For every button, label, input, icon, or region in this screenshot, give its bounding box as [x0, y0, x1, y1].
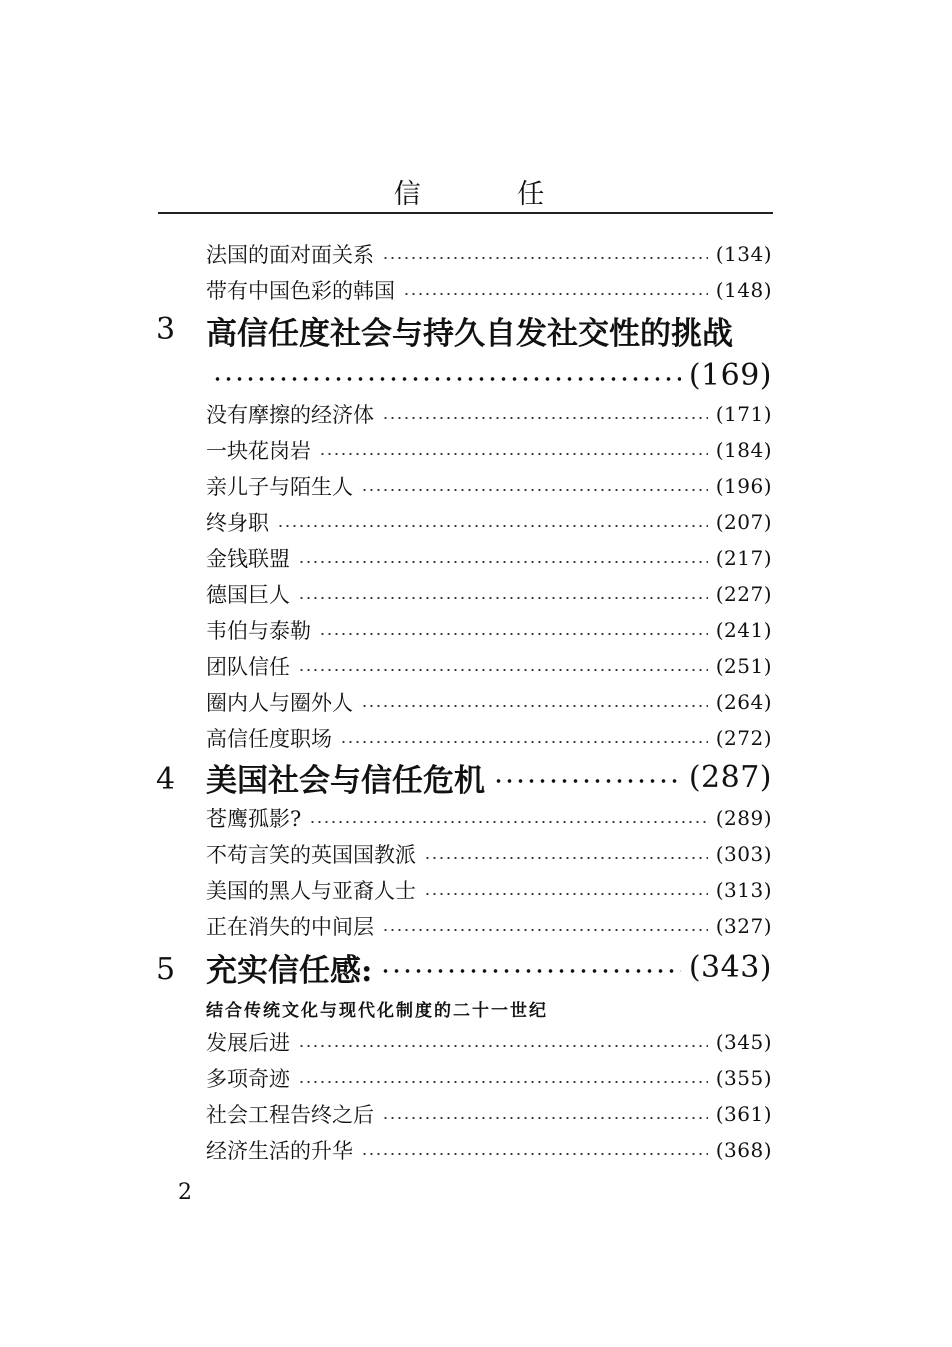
toc-entry-page: (361)	[715, 1102, 772, 1126]
toc-entry[interactable]	[206, 684, 772, 720]
toc-entry[interactable]	[206, 800, 772, 836]
dot-leader	[361, 488, 708, 492]
toc-entry-title: 金钱联盟	[206, 547, 290, 571]
toc-entry-title: 苍鹰孤影?	[206, 807, 302, 831]
toc-entry-title: 美国的黑人与亚裔人士	[206, 879, 416, 903]
toc-entry[interactable]	[206, 236, 772, 272]
chapter-heading[interactable]	[206, 754, 772, 800]
toc-entry[interactable]	[206, 504, 772, 540]
toc-entry-title: 韦伯与泰勒	[206, 619, 311, 643]
toc-entry-title: 没有摩擦的经济体	[206, 403, 374, 427]
toc-entry-page: (289)	[715, 806, 772, 830]
toc-entry-title: 亲儿子与陌生人	[206, 475, 353, 499]
chapter-title: 美国社会与信任危机	[206, 762, 485, 799]
chapter-number: 3	[156, 312, 176, 347]
toc-entry-title: 发展后进	[206, 1031, 290, 1055]
chapter-title: 充实信任感:	[206, 952, 373, 989]
chapter-heading[interactable]	[206, 944, 772, 990]
toc-entry[interactable]	[206, 432, 772, 468]
chapter-page: (287)	[688, 759, 772, 795]
dot-leader	[212, 376, 681, 382]
dot-leader	[298, 596, 708, 600]
dot-leader	[382, 928, 708, 932]
toc-entry-page: (241)	[715, 618, 772, 642]
dot-leader	[380, 968, 680, 974]
chapter-title[interactable]: 高信任度社会与持久自发社交性的挑战	[206, 316, 733, 352]
toc-entry-title: 高信任度职场	[206, 727, 332, 751]
dot-leader	[361, 1152, 708, 1156]
toc-entry-page: (313)	[715, 878, 772, 902]
dot-leader	[424, 856, 708, 860]
toc-entry-title: 正在消失的中间层	[206, 915, 374, 939]
chapter-page: (169)	[688, 357, 772, 393]
chapter-subtitle-text: 结合传统文化与现代化制度的二十一世纪	[206, 1000, 548, 1021]
toc-entry[interactable]	[206, 872, 772, 908]
dot-leader	[298, 1080, 708, 1084]
toc-entry-page: (272)	[715, 726, 772, 750]
toc-entry-title: 一块花岗岩	[206, 439, 311, 463]
toc-entry-page: (303)	[715, 842, 772, 866]
toc-entry[interactable]	[206, 612, 772, 648]
dot-leader	[298, 560, 708, 564]
dot-leader	[361, 704, 708, 708]
toc-entry[interactable]	[206, 836, 772, 872]
toc-entry-page: (345)	[715, 1030, 772, 1054]
toc-entry[interactable]	[206, 1132, 772, 1168]
dot-leader	[298, 1044, 708, 1048]
toc-entry-page: (327)	[715, 914, 772, 938]
chapter-page-line[interactable]	[206, 352, 772, 398]
toc-entry-page: (227)	[715, 582, 772, 606]
toc-entry-title: 法国的面对面关系	[206, 243, 374, 267]
page-number: 2	[178, 1180, 192, 1205]
dot-leader	[277, 524, 708, 528]
toc-entry-page: (196)	[715, 474, 772, 498]
toc-entry-page: (134)	[715, 242, 772, 266]
toc-entry-page: (184)	[715, 438, 772, 462]
dot-leader	[298, 668, 708, 672]
dot-leader	[340, 740, 708, 744]
chapter-number: 4	[156, 762, 176, 797]
dot-leader	[424, 892, 708, 896]
dot-leader	[382, 416, 708, 420]
toc-entry-title: 团队信任	[206, 655, 290, 679]
toc-entry-page: (251)	[715, 654, 772, 678]
toc-entry-title: 终身职	[206, 511, 269, 535]
dot-leader	[382, 256, 708, 260]
chapter-page: (343)	[688, 949, 772, 985]
toc-entry[interactable]	[206, 576, 772, 612]
toc-entry-page: (171)	[715, 402, 772, 426]
toc-entry-title: 社会工程告终之后	[206, 1103, 374, 1127]
toc-entry-page: (148)	[715, 278, 772, 302]
toc-entry-title: 不苟言笑的英国国教派	[206, 843, 416, 867]
toc-entry[interactable]	[206, 1060, 772, 1096]
toc-entry[interactable]	[206, 1096, 772, 1132]
chapter-subtitle	[206, 990, 772, 1026]
dot-leader	[382, 1116, 708, 1120]
toc-entry-page: (355)	[715, 1066, 772, 1090]
toc-entry[interactable]	[206, 272, 772, 308]
header-rule	[158, 212, 773, 214]
running-header-title: 信 任	[393, 179, 589, 210]
toc-entry-title: 圈内人与圈外人	[206, 691, 353, 715]
toc-entry[interactable]	[206, 468, 772, 504]
toc-entry[interactable]	[206, 396, 772, 432]
toc-entry[interactable]	[206, 1024, 772, 1060]
toc-entry[interactable]	[206, 720, 772, 756]
toc-entry-title: 带有中国色彩的韩国	[206, 279, 395, 303]
toc-entry-title: 德国巨人	[206, 583, 290, 607]
dot-leader	[319, 452, 708, 456]
toc-entry-page: (368)	[715, 1138, 772, 1162]
toc-entry-page: (207)	[715, 510, 772, 534]
toc-entry-title: 经济生活的升华	[206, 1139, 353, 1163]
dot-leader	[319, 632, 708, 636]
toc-entry-page: (217)	[715, 546, 772, 570]
toc-entry[interactable]	[206, 648, 772, 684]
toc-entry[interactable]	[206, 908, 772, 944]
toc-entry[interactable]	[206, 540, 772, 576]
toc-entry-page: (264)	[715, 690, 772, 714]
dot-leader	[493, 778, 681, 784]
dot-leader	[309, 820, 707, 824]
chapter-number: 5	[156, 952, 176, 987]
dot-leader	[403, 292, 708, 296]
toc-entry-title: 多项奇迹	[206, 1067, 290, 1091]
